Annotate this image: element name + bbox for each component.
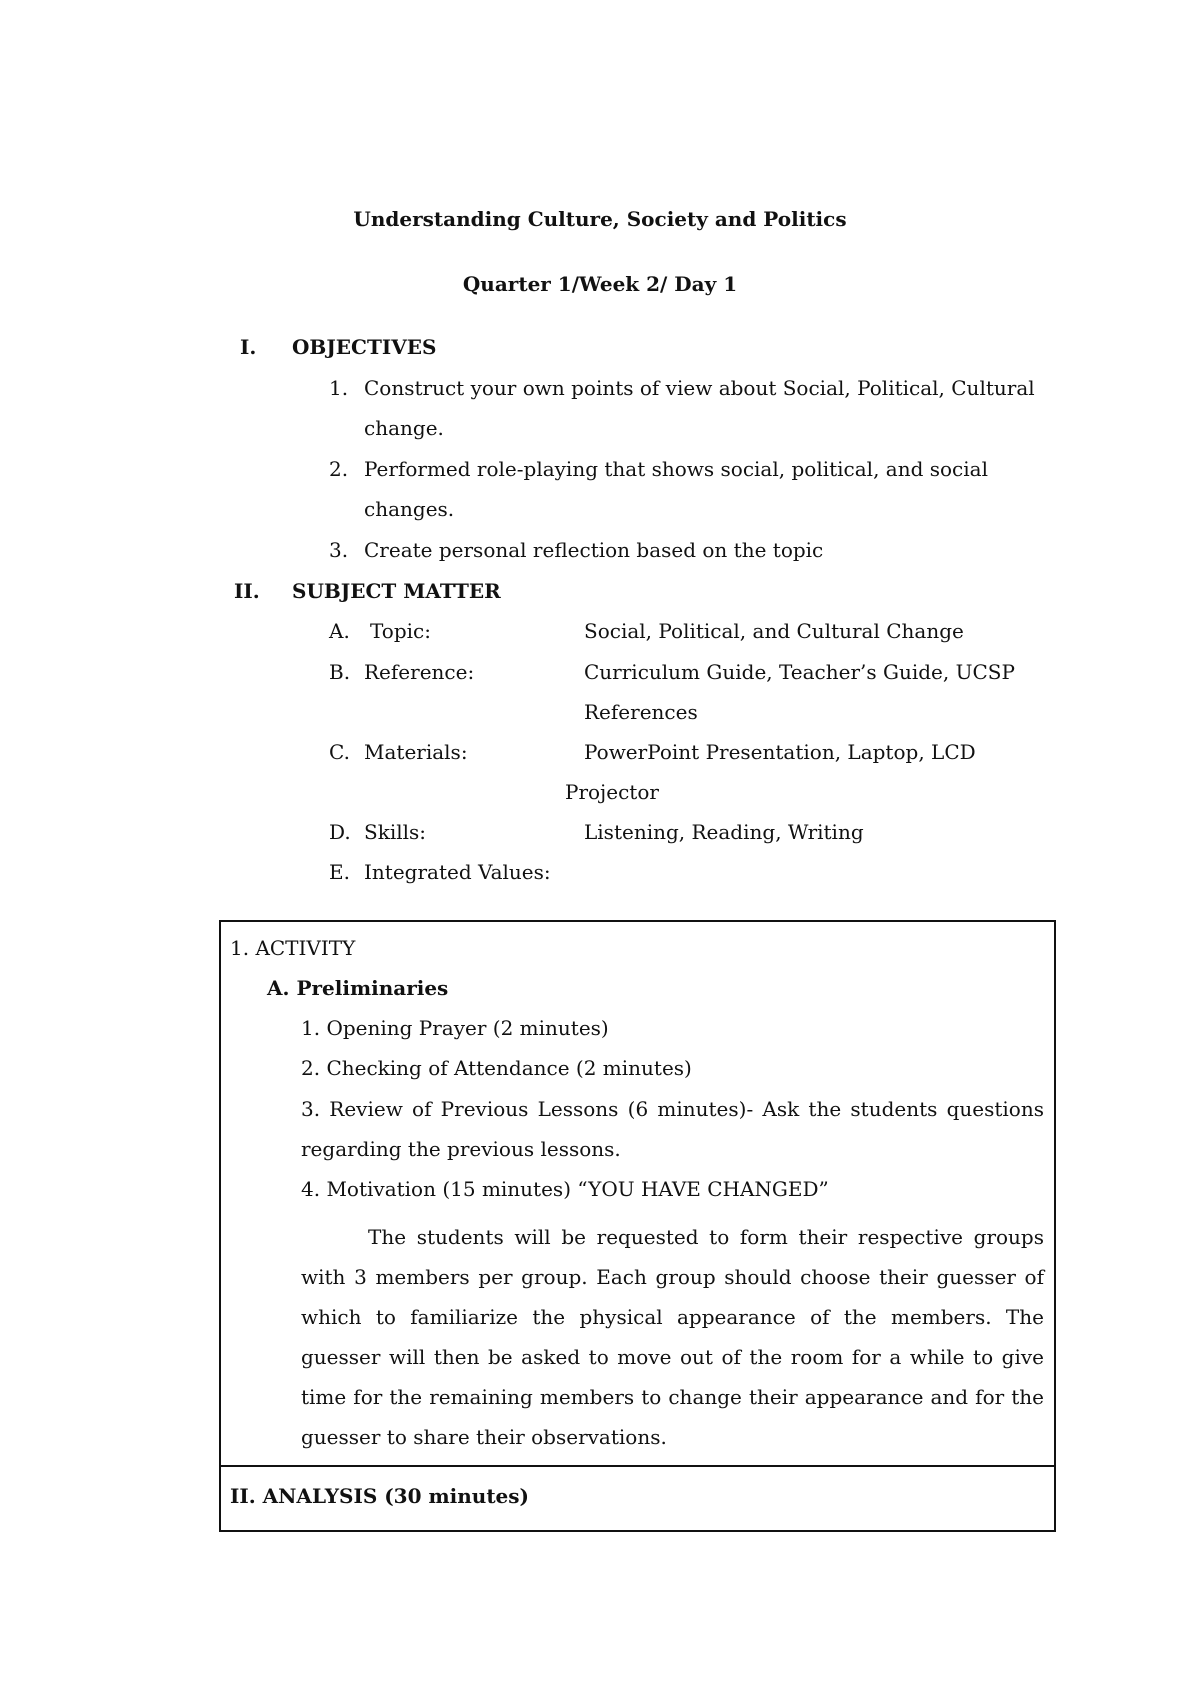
lesson-plan-table (219, 920, 1056, 1532)
subject-letter: A. (329, 619, 350, 643)
objective-text: Create personal reflection based on the topic (364, 538, 824, 562)
subject-letter: B. (329, 660, 351, 684)
objective-text-cont: changes. (364, 497, 455, 521)
subject-label: Skills: (364, 820, 427, 844)
objectives-heading: OBJECTIVES (292, 335, 437, 359)
subject-value: Social, Political, and Cultural Change (584, 619, 964, 643)
analysis-heading: II. ANALYSIS (30 minutes) (230, 1484, 530, 1508)
preliminary-item-cont: regarding the previous lessons. (301, 1137, 621, 1161)
subject-letter: D. (329, 820, 351, 844)
document-subtitle: Quarter 1/Week 2/ Day 1 (462, 272, 738, 296)
subject-matter-heading: SUBJECT MATTER (292, 579, 501, 603)
preliminary-item: 4. Motivation (15 minutes) “YOU HAVE CHANGED” (301, 1177, 829, 1201)
objectives-numeral: I. (240, 335, 257, 359)
objective-text-cont: change. (364, 416, 444, 440)
subject-value-cont: Projector (565, 780, 659, 804)
preliminaries-heading: A. Preliminaries (267, 976, 449, 1000)
objective-text: Performed role-playing that shows social, political, and social (364, 457, 988, 481)
subject-value-cont: References (584, 700, 698, 724)
subject-label: Topic: (370, 619, 431, 643)
preliminary-item: 3. Review of Previous Lessons (6 minutes)- Ask the students questions (301, 1097, 1044, 1121)
subject-value: PowerPoint Presentation, Laptop, LCD (584, 740, 976, 764)
document-title: Understanding Culture, Society and Politics (353, 207, 847, 231)
subject-label: Integrated Values: (364, 860, 551, 884)
preliminary-item: 2. Checking of Attendance (2 minutes) (301, 1056, 692, 1080)
subject-value: Curriculum Guide, Teacher’s Guide, UCSP (584, 660, 1015, 684)
objective-number: 1. (329, 376, 349, 400)
analysis-cell (221, 1467, 1054, 1530)
objective-number: 3. (329, 538, 349, 562)
preliminary-item: 1. Opening Prayer (2 minutes) (301, 1016, 609, 1040)
subject-label: Materials: (364, 740, 468, 764)
objective-number: 2. (329, 457, 349, 481)
objective-text: Construct your own points of view about Social, Political, Cultural (364, 376, 1035, 400)
subject-label: Reference: (364, 660, 475, 684)
activity-cell (221, 922, 1054, 1467)
motivation-paragraph: The students will be requested to form their respective groups with 3 members per group. Each group should choose their guesser of which to familiarize the physical appearance of the members. The guesser will then be asked to move out of the room for a while to give time for the remaining members to change their appearance and for the guesser to share their observations. (301, 1225, 1044, 1449)
subject-value: Listening, Reading, Writing (584, 820, 864, 844)
activity-heading: 1. ACTIVITY (230, 936, 356, 960)
subject-letter: C. (329, 740, 350, 764)
subject-letter: E. (329, 860, 350, 884)
subject-matter-numeral: II. (234, 579, 260, 603)
